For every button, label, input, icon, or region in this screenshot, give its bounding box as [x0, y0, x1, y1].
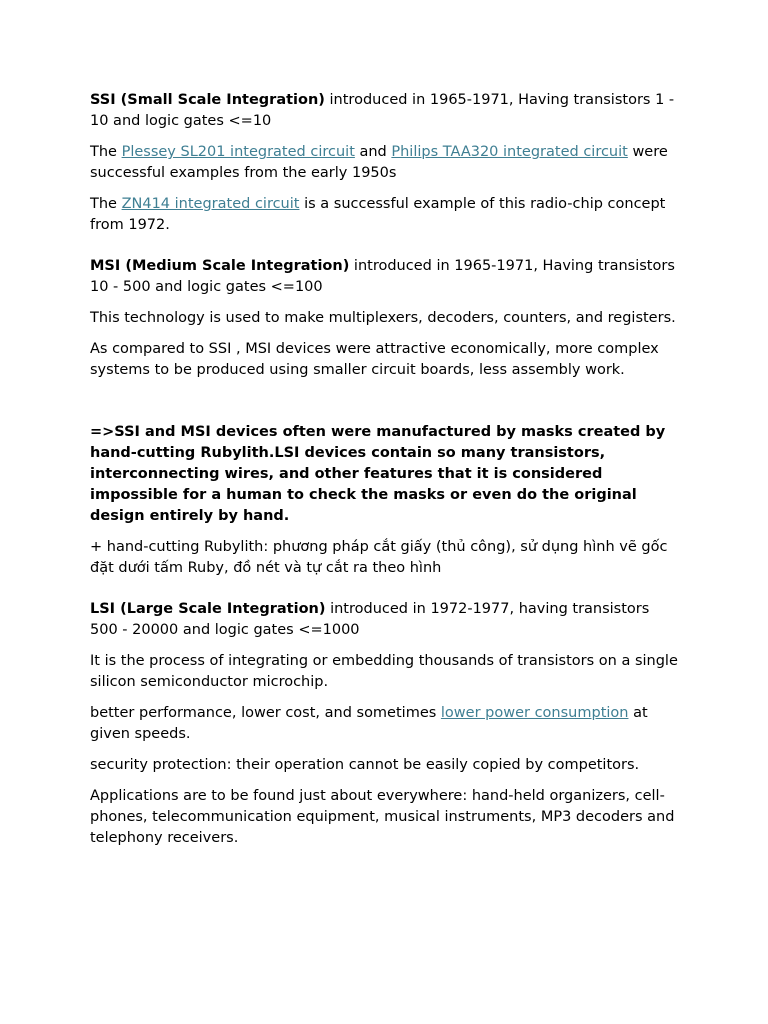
- lsi-applications-paragraph: Applications are to be found just about everywhere: hand-held organizers, cell-phones, telecommunication equipment, musical instruments, MP3 decoders and telephony receivers.: [90, 788, 675, 846]
- plessey-sl201-link[interactable]: Plessey SL201 integrated circuit: [121, 144, 355, 160]
- lsi-performance-suffix: at given speeds.: [90, 705, 648, 742]
- lsi-security-paragraph: security protection: their operation cannot be easily copied by competitors.: [90, 757, 640, 773]
- ssi-examples-suffix: were successful examples from the early 1950s: [90, 144, 668, 181]
- msi-comparison-paragraph: As compared to SSI , MSI devices were attractive economically, more complex systems to be produced using smaller circuit boards, less assembly work.: [90, 341, 659, 378]
- lsi-process-paragraph: It is the process of integrating or embedding thousands of transistors on a single silicon semiconductor microchip.: [90, 653, 678, 690]
- zn414-suffix: is a successful example of this radio-chip concept from 1972.: [90, 196, 666, 233]
- ssi-examples-prefix: The: [90, 144, 122, 160]
- ssi-description: introduced in 1965-1971, Having transistors 1 - 10 and logic gates <=10: [90, 92, 675, 129]
- msi-heading: MSI (Medium Scale Integration): [90, 258, 350, 274]
- lower-power-consumption-link[interactable]: lower power consumption: [440, 705, 629, 721]
- zn414-prefix: The: [90, 196, 122, 212]
- document-body: [90, 90, 680, 859]
- msi-technology-paragraph: This technology is used to make multiplexers, decoders, counters, and registers.: [90, 310, 676, 326]
- lsi-description: introduced in 1972-1977, having transistors 500 - 20000 and logic gates <=1000: [90, 601, 650, 638]
- lsi-performance-paragraph: [90, 703, 680, 745]
- philips-taa320-link[interactable]: Philips TAA320 integrated circuit: [391, 144, 628, 160]
- ssi-heading: SSI (Small Scale Integration): [90, 92, 325, 108]
- zn414-paragraph: [90, 194, 680, 236]
- masks-note-bold: =>SSI and MSI devices often were manufactured by masks created by hand-cutting Rubylith.LSI devices contain so many transistors, interconnecting wires, and other features that it is considered impossible for a human to check the masks or even do the original design entirely by hand.: [90, 424, 666, 524]
- ssi-examples-mid: and: [354, 144, 392, 160]
- rubylith-vietnamese-note: + hand-cutting Rubylith: phương pháp cắt giấy (thủ công), sử dụng hình vẽ gốc đặt dưới tấm Ruby, đồ nét và tự cắt ra theo hình: [90, 539, 668, 576]
- masks-note-paragraph: [90, 422, 680, 527]
- msi-paragraph: [90, 256, 680, 298]
- ssi-paragraph: [90, 90, 680, 132]
- ssi-examples-paragraph: [90, 142, 680, 184]
- lsi-performance-prefix: better performance, lower cost, and sometimes: [90, 705, 441, 721]
- zn414-link[interactable]: ZN414 integrated circuit: [121, 196, 300, 212]
- msi-description: introduced in 1965-1971, Having transistors 10 - 500 and logic gates <=100: [90, 258, 675, 295]
- lsi-paragraph: [90, 599, 680, 641]
- lsi-heading: LSI (Large Scale Integration): [90, 601, 326, 617]
